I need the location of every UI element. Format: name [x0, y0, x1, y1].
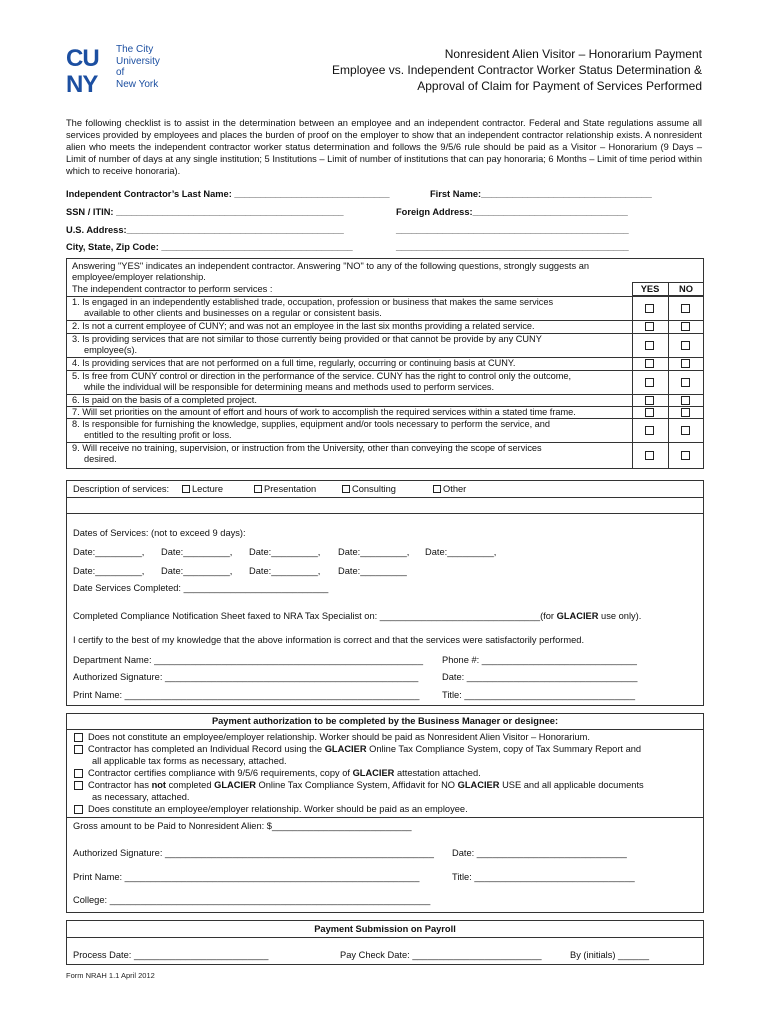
services-divider-1	[66, 497, 704, 498]
title-field[interactable]: Title: _________________________________	[442, 690, 636, 700]
question-text-cont: desired.	[84, 453, 117, 464]
title-line: Nonresident Alien Visitor – Honorarium Payment	[444, 47, 702, 61]
checklist-question	[72, 395, 632, 406]
glacier-text: GLACIER	[324, 744, 367, 754]
date-field[interactable]: Date:_________	[338, 566, 407, 576]
logo-line: New York	[116, 78, 159, 90]
date-field[interactable]: Date:_________,	[73, 566, 145, 576]
yes-checkbox[interactable]	[645, 378, 654, 387]
question-text: 1. Is engaged in an independently established trade, occupation, profession or business that makes the same services	[72, 297, 554, 307]
date-completed-field[interactable]: Date Services Completed: ____________________________	[73, 583, 329, 593]
question-text: 3. Is providing services that are not similar to those currently being provided or that cannot be provide by any CUNY	[72, 334, 542, 344]
yes-checkbox[interactable]	[645, 426, 654, 435]
yes-checkbox[interactable]	[645, 304, 654, 313]
payment-auth-heading: Payment authorization to be completed by the Business Manager or designee:	[211, 716, 559, 726]
question-text: 4. Is providing services that are not performed on a full time, regularly, occurring or continuing basis at CUNY.	[72, 358, 516, 368]
pay-check-date-field[interactable]: Pay Check Date: _________________________	[340, 950, 542, 960]
yes-checkbox[interactable]	[645, 341, 654, 350]
title-field[interactable]: Title: _______________________________	[452, 872, 635, 882]
cuny-logo-text	[116, 44, 160, 90]
form-number: Form NRAH 1.1 April 2012	[66, 971, 155, 980]
yes-col-divider	[632, 282, 633, 469]
date-field[interactable]: Date:_________,	[249, 566, 321, 576]
checklist-question	[72, 297, 632, 318]
no-header: NO	[679, 284, 693, 294]
us-address-field[interactable]: U.S. Address:__________________________________________	[66, 225, 344, 235]
date-field[interactable]: Date:_________,	[425, 547, 497, 557]
services-divider-2	[66, 513, 704, 514]
service-option-lecture[interactable]	[182, 484, 223, 495]
question-text-cont: while the individual will be responsible for determining means and methods used to perform services.	[84, 381, 495, 392]
checkbox-icon[interactable]	[74, 733, 83, 742]
option-text: Contractor has	[88, 780, 152, 790]
no-checkbox[interactable]	[681, 341, 690, 350]
services-label: Description of services:	[73, 484, 170, 494]
city-state-zip-field[interactable]: City, State, Zip Code: _____________________________________	[66, 242, 353, 252]
no-col-divider	[668, 282, 669, 469]
glacier-text: GLACIER	[457, 780, 500, 790]
payment-option-4-cont: as necessary, attached.	[92, 792, 190, 802]
dates-label: Dates of Services: (not to exceed 9 days):	[73, 528, 246, 538]
checklist-intro-2: employee/employer relationship.	[72, 272, 206, 282]
yesno-header-top	[632, 282, 704, 283]
last-name-field[interactable]: Independent Contractor’s Last Name: ______________________________	[66, 189, 390, 199]
no-checkbox[interactable]	[681, 322, 690, 331]
cuny-logo	[66, 44, 166, 96]
checklist-question	[72, 371, 632, 392]
checklist-question	[72, 334, 632, 355]
yes-checkbox[interactable]	[645, 322, 654, 331]
no-checkbox[interactable]	[681, 451, 690, 460]
payment-option-2-cont: all applicable tax forms as necessary, attached.	[92, 756, 287, 766]
question-text: 5. Is free from CUNY control or direction in the performance of the service. CUNY has the right to control only the outcome,	[72, 371, 572, 381]
payment-option-3	[88, 768, 481, 779]
checklist-question	[72, 443, 632, 464]
intro-paragraph: The following checklist is to assist in the determination between an employee and an independent contractor. Federal and State regulations assume all services provided by employees and places the burden of proof on the employer to show that an independent contractor relationship exists. A nonresident alien who meets the independent contractor worker status determination and follows the 9/5/6 rule should be paid as a Visitor – Honorarium (9 Days – Limit of number of days at any single institution; 5 Institutions – Limit of number of institutions that can pay honoraria; 6 Months – Limit of time period within which to receive honoraria).	[66, 118, 702, 176]
no-checkbox[interactable]	[681, 304, 690, 313]
service-option-presentation[interactable]	[254, 484, 316, 495]
glacier-text: GLACIER	[556, 611, 599, 621]
yes-checkbox[interactable]	[645, 451, 654, 460]
checklist-question	[72, 407, 632, 418]
process-date-field[interactable]: Process Date: __________________________	[73, 950, 269, 960]
yes-checkbox[interactable]	[645, 396, 654, 405]
title-line: Approval of Claim for Payment of Services Performed	[417, 79, 702, 93]
authorized-signature-field[interactable]: Authorized Signature: _________________________________________________	[73, 672, 419, 682]
phone-field[interactable]: Phone #: ______________________________	[442, 655, 637, 665]
form-title	[332, 46, 702, 94]
service-option-text: Presentation	[264, 484, 317, 494]
no-checkbox[interactable]	[681, 359, 690, 368]
foreign-address-field[interactable]: Foreign Address:______________________________	[396, 207, 628, 217]
service-option-text: Other	[443, 484, 467, 494]
no-checkbox[interactable]	[681, 378, 690, 387]
department-name-field[interactable]: Department Name: ____________________________________________________	[73, 655, 423, 665]
option-text: Contractor has completed an Individual Record using the	[88, 744, 325, 754]
no-checkbox[interactable]	[681, 396, 690, 405]
compliance-text: Completed Compliance Notification Sheet faxed to NRA Tax Specialist on: _______________________________(for	[73, 611, 557, 621]
no-checkbox[interactable]	[681, 408, 690, 417]
compliance-text-end: use only).	[598, 611, 642, 621]
question-text: 9. Will receive no training, supervision, or instruction from the University, other than conveying the scope of services	[72, 443, 542, 453]
payment-auth-divider-2	[66, 817, 704, 818]
checklist-question	[72, 358, 632, 369]
first-name-field[interactable]: First Name:_________________________________	[430, 189, 652, 199]
title-line: Employee vs. Independent Contractor Worker Status Determination &	[332, 63, 702, 77]
college-field[interactable]: College: ______________________________________________________________	[73, 895, 431, 905]
service-option-consulting[interactable]	[342, 484, 396, 495]
print-name-field[interactable]: Print Name: _________________________________________________________	[73, 690, 420, 700]
question-text: 7. Will set priorities on the amount of effort and hours of work to accomplish the required services within a stated time frame.	[72, 407, 576, 417]
checklist-question	[72, 321, 632, 332]
compliance-field[interactable]	[73, 611, 641, 622]
service-option-other[interactable]	[433, 484, 466, 495]
checkbox-icon[interactable]	[74, 781, 83, 790]
foreign-address-line2[interactable]: _____________________________________________	[396, 225, 629, 235]
checkbox-icon[interactable]	[182, 485, 190, 493]
payment-option-2	[88, 744, 641, 755]
checkbox-icon[interactable]	[433, 485, 441, 493]
logo-line: The City	[116, 44, 154, 55]
svg-text:CU: CU	[66, 45, 99, 72]
yes-header: YES	[640, 284, 660, 294]
question-text-cont: entitled to the resulting profit or loss.	[84, 429, 232, 440]
checkbox-icon[interactable]	[254, 485, 262, 493]
payment-option-1: Does not constitute an employee/employer relationship. Worker should be paid as Nonresident Alien Visitor – Honorarium.	[88, 732, 590, 742]
question-text: 2. Is not a current employee of CUNY; and was not an employee in the last six months providing a related service.	[72, 321, 535, 331]
glacier-text: GLACIER	[352, 768, 395, 778]
date-field[interactable]: Date:_________,	[338, 547, 410, 557]
checkbox-icon[interactable]	[74, 745, 83, 754]
date-field[interactable]: Date:_________,	[161, 566, 233, 576]
question-text: 6. Is paid on the basis of a completed project.	[72, 395, 257, 405]
yes-checkbox[interactable]	[645, 408, 654, 417]
gross-amount-field[interactable]: Gross amount to be Paid to Nonresident Alien: $___________________________	[73, 821, 412, 831]
service-option-text: Consulting	[352, 484, 396, 494]
option-text: Contractor certifies compliance with 9/5/6 requirements, copy of	[88, 768, 353, 778]
date-field[interactable]: Date:_________,	[249, 547, 321, 557]
option-text: attestation attached.	[394, 768, 481, 778]
print-name-field[interactable]: Print Name: _________________________________________________________	[73, 872, 420, 882]
checkbox-icon[interactable]	[74, 769, 83, 778]
authorized-signature-field[interactable]: Authorized Signature: ____________________________________________________	[73, 848, 434, 858]
question-text-cont: available to other clients and businesses on a regular or consistent basis.	[84, 307, 382, 318]
date-field[interactable]: Date:_________,	[73, 547, 145, 557]
payment-option-4	[88, 780, 644, 791]
svg-text:NY: NY	[66, 71, 98, 96]
ssn-field[interactable]: SSN / ITIN: ____________________________________________	[66, 207, 344, 217]
checklist-question	[72, 419, 632, 440]
no-checkbox[interactable]	[681, 426, 690, 435]
certify-statement: I certify to the best of my knowledge that the above information is correct and that the services were satisfactorily performed.	[73, 635, 585, 645]
option-text: USE and all applicable documents	[499, 780, 644, 790]
date-field[interactable]: Date: _________________________________	[442, 672, 638, 682]
payment-option-5: Does constitute an employee/employer relationship. Worker should be paid as an employee.	[88, 804, 468, 814]
initials-field[interactable]: By (initials) ______	[570, 950, 650, 960]
option-text: completed	[166, 780, 215, 790]
logo-line: of	[116, 67, 125, 78]
question-text: 8. Is responsible for furnishing the knowledge, supplies, equipment and/or tools necessary to perform the service, and	[72, 419, 551, 429]
bold-text: not	[151, 780, 167, 790]
question-text-cont: employee(s).	[84, 344, 138, 355]
payment-auth-divider	[66, 729, 704, 730]
service-option-text: Lecture	[192, 484, 224, 494]
foreign-address-line3[interactable]: _____________________________________________	[396, 242, 629, 252]
checkbox-icon[interactable]	[74, 805, 83, 814]
glacier-text: GLACIER	[214, 780, 256, 790]
option-text: Online Tax Compliance System, copy of Tax Summary Report and	[366, 744, 642, 754]
checklist-intro-1: Answering "YES" indicates an independent contractor. Answering "NO" to any of the following questions, strongly suggests an	[72, 261, 590, 271]
yes-checkbox[interactable]	[645, 359, 654, 368]
option-text: Online Tax Compliance System, Affidavit for NO	[255, 780, 458, 790]
payroll-heading: Payment Submission on Payroll	[314, 924, 456, 934]
logo-line: University	[116, 55, 160, 67]
date-field[interactable]: Date: _____________________________	[452, 848, 627, 858]
checkbox-icon[interactable]	[342, 485, 350, 493]
payroll-divider	[66, 937, 704, 938]
checklist-intro-3: The independent contractor to perform services :	[72, 284, 273, 294]
date-field[interactable]: Date:_________,	[161, 547, 233, 557]
